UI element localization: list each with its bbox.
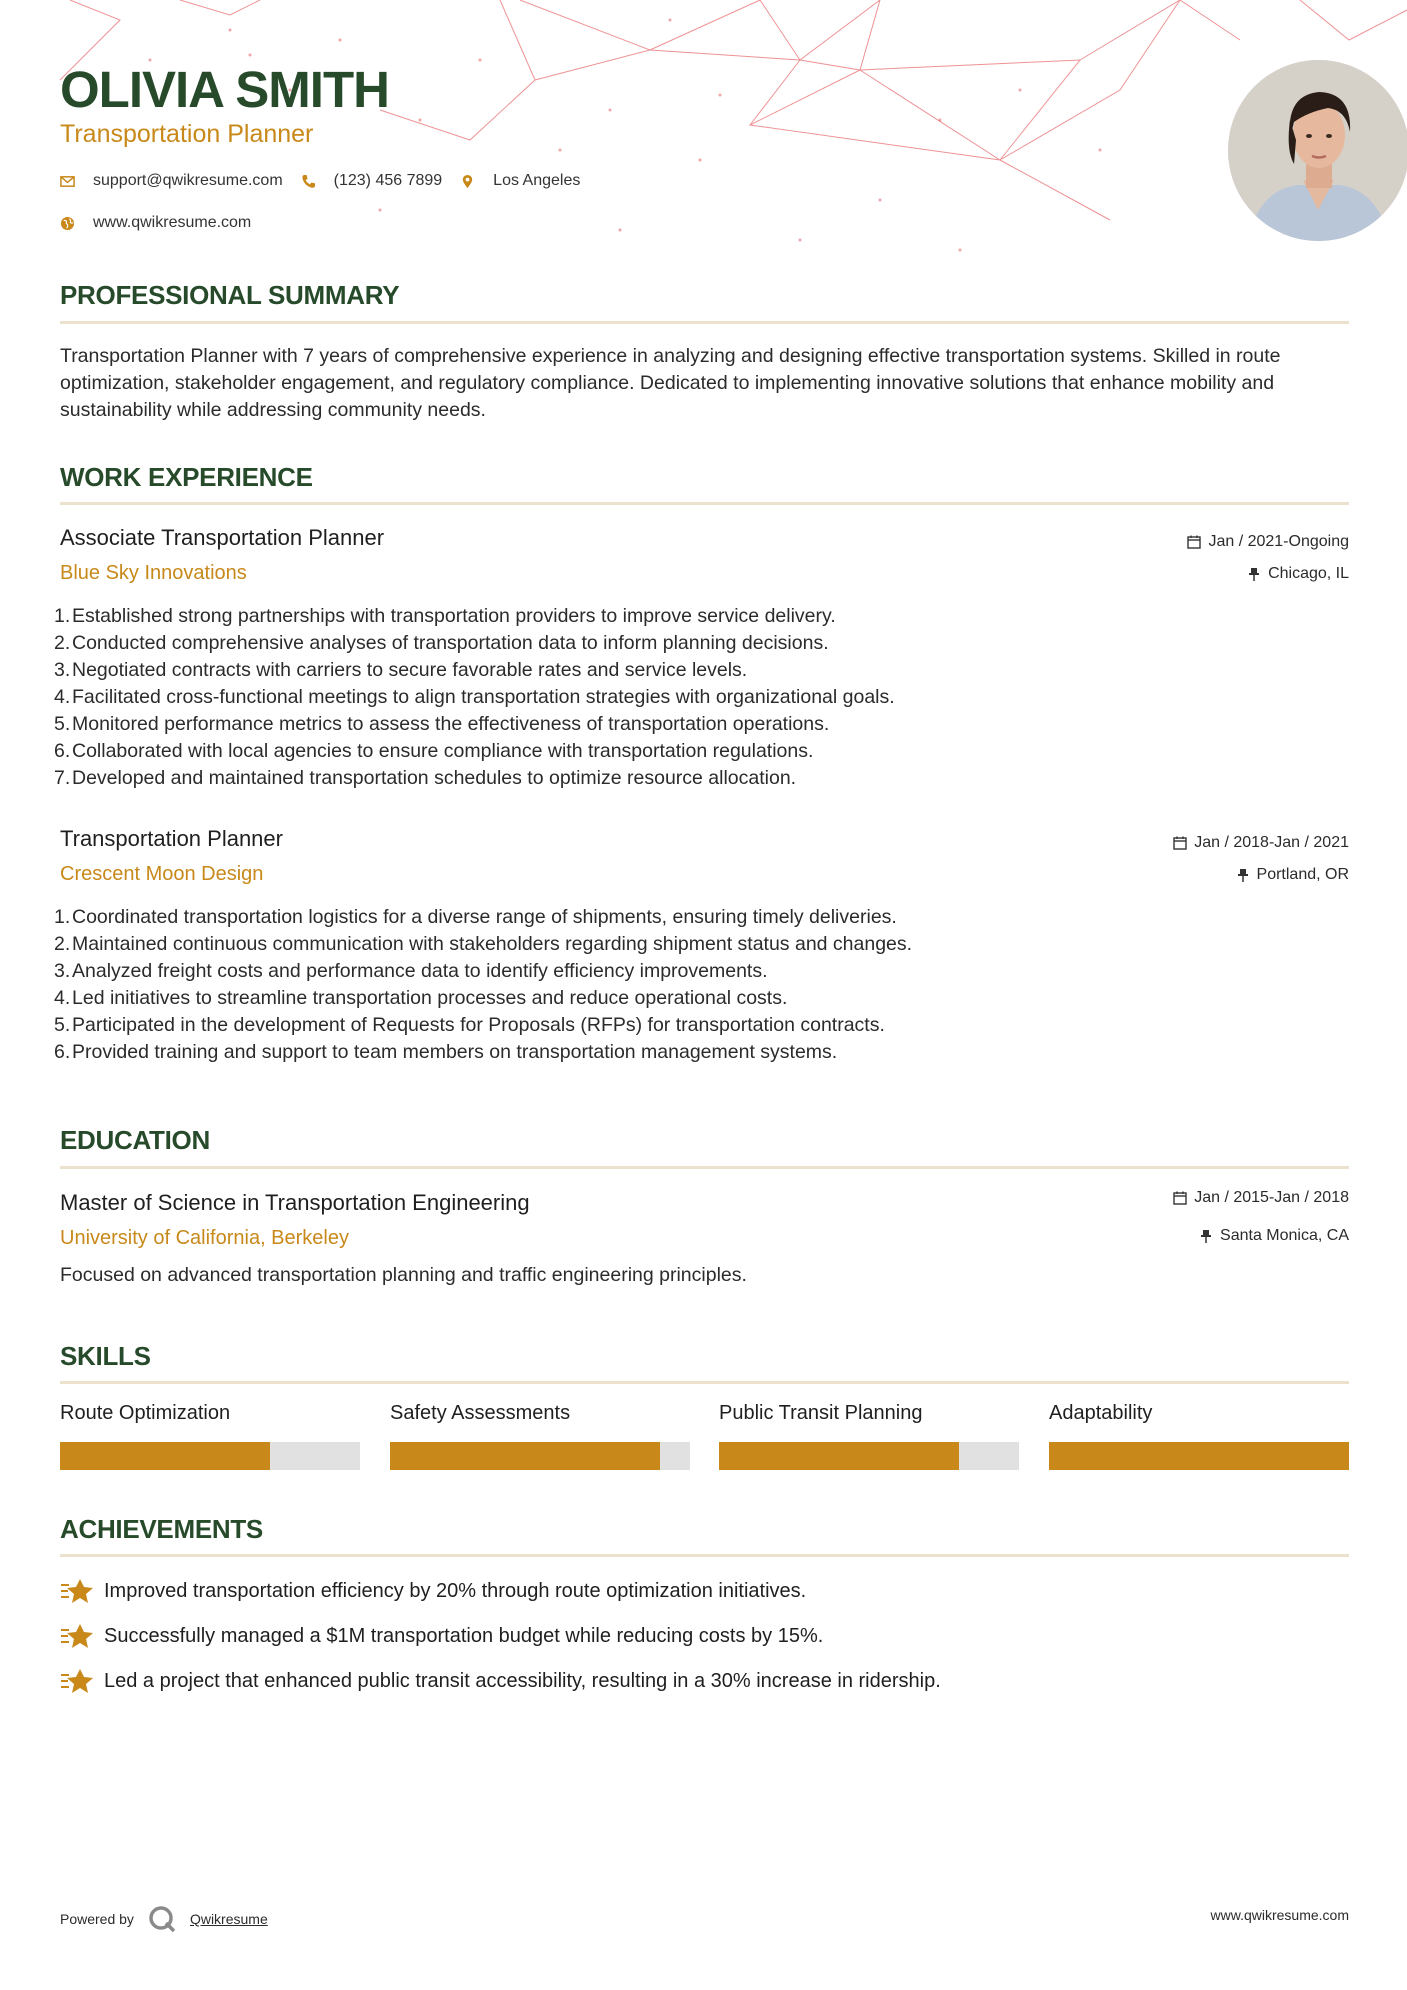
job-1-location-text: Chicago, IL	[1268, 565, 1349, 582]
contact-phone[interactable]	[301, 172, 443, 190]
profile-photo	[1228, 60, 1407, 241]
job-1-location	[1247, 565, 1349, 583]
job-2-dates-text: Jan / 2018-Jan / 2021	[1194, 834, 1349, 851]
achievement-text: Successfully managed a $1M transportation budget while reducing costs by 15%.	[104, 1624, 824, 1647]
location-pin-icon	[460, 174, 475, 189]
list-item: 5. Participated in the development of Requests for Proposals (RFPs) for transportation contracts.	[54, 1014, 885, 1036]
calendar-icon	[1173, 1191, 1187, 1205]
website-text: www.qwikresume.com	[93, 214, 252, 231]
skill-label: Adaptability	[1049, 1402, 1153, 1424]
job-2-bullets	[54, 904, 913, 1066]
candidate-title: Transportation Planner	[60, 120, 314, 148]
calendar-icon	[1187, 535, 1201, 549]
achievements-divider	[60, 1554, 1349, 1557]
skill-bar	[60, 1442, 360, 1470]
list-item: 4. Led initiatives to streamline transportation processes and reduce operational costs.	[54, 987, 788, 1009]
contact-email[interactable]	[60, 172, 283, 190]
education-description: Focused on advanced transportation planning and traffic engineering principles.	[60, 1264, 747, 1286]
envelope-icon	[60, 174, 75, 189]
skill-bar-fill	[719, 1442, 959, 1470]
job-1-dates-text: Jan / 2021-Ongoing	[1208, 533, 1349, 550]
calendar-icon	[1173, 836, 1187, 850]
globe-icon	[60, 216, 75, 231]
footer-website[interactable]: www.qwikresume.com	[1210, 1907, 1349, 1923]
skill-item	[719, 1402, 1019, 1425]
skill-bar	[1049, 1442, 1349, 1470]
skill-bar-fill	[390, 1442, 660, 1470]
skill-bar-fill	[1049, 1442, 1349, 1470]
skill-bar	[719, 1442, 1019, 1470]
list-item: 5. Monitored performance metrics to assess the effectiveness of transportation operations.	[54, 713, 830, 735]
degree-title: Master of Science in Transportation Engineering	[60, 1190, 530, 1215]
school-name: University of California, Berkeley	[60, 1227, 349, 1249]
list-item: 2. Maintained continuous communication with stakeholders regarding shipment status and changes.	[54, 933, 913, 955]
candidate-name: OLIVIA SMITH	[60, 61, 389, 118]
achievement-item	[60, 1667, 941, 1695]
achievement-text: Improved transportation efficiency by 20% through route optimization initiatives.	[104, 1579, 807, 1602]
brand-link[interactable]: Qwikresume	[189, 1911, 268, 1927]
location-text: Los Angeles	[493, 172, 581, 189]
list-item: 3. Analyzed freight costs and performance data to identify efficiency improvements.	[54, 960, 768, 982]
achievement-item	[60, 1622, 823, 1650]
contact-location	[460, 172, 580, 190]
email-text: support@qwikresume.com	[93, 172, 283, 189]
contact-row-secondary	[60, 214, 269, 232]
skill-bar	[390, 1442, 690, 1470]
footer-powered-by	[60, 1905, 268, 1933]
skill-label: Safety Assessments	[390, 1402, 571, 1424]
achievements-heading: ACHIEVEMENTS	[60, 1514, 263, 1544]
skill-label: Public Transit Planning	[719, 1402, 923, 1424]
job-1-title: Associate Transportation Planner	[60, 525, 385, 550]
education-heading: EDUCATION	[60, 1125, 210, 1155]
work-heading: WORK EXPERIENCE	[60, 462, 313, 492]
pushpin-icon	[1199, 1229, 1213, 1243]
job-2-company: Crescent Moon Design	[60, 863, 264, 885]
skills-divider	[60, 1381, 1349, 1384]
pushpin-icon	[1247, 567, 1261, 581]
list-item: 4. Facilitated cross-functional meetings to align transportation strategies with organizational goals.	[54, 686, 895, 708]
star-icon	[60, 1667, 94, 1695]
skill-item	[390, 1402, 690, 1425]
qwikresume-logo-icon	[148, 1905, 176, 1933]
achievement-item	[60, 1577, 806, 1605]
work-divider	[60, 502, 1349, 505]
phone-icon	[301, 174, 316, 189]
job-1-dates	[1187, 533, 1349, 551]
network-background	[0, 0, 1407, 300]
job-2-location	[1236, 866, 1349, 884]
list-item: 7. Developed and maintained transportation schedules to optimize resource allocation.	[54, 767, 797, 789]
list-item: 1. Established strong partnerships with transportation providers to improve service delivery.	[54, 605, 836, 627]
list-item: 1. Coordinated transportation logistics for a diverse range of shipments, ensuring timely deliveries.	[54, 906, 897, 928]
education-divider	[60, 1166, 1349, 1169]
summary-heading: PROFESSIONAL SUMMARY	[60, 280, 400, 310]
star-icon	[60, 1622, 94, 1650]
achievement-text: Led a project that enhanced public transit accessibility, resulting in a 30% increase in ridership.	[104, 1669, 941, 1692]
list-item: 6. Provided training and support to team members on transportation management systems.	[54, 1041, 838, 1063]
summary-text: Transportation Planner with 7 years of comprehensive experience in analyzing and designing effective transportation systems. Skilled in route optimization, stakeholder engagement, and regulatory compliance. Dedicated to implementing innovative solutions that enhance mobility and sustainability while addressing community needs.	[60, 345, 1281, 421]
list-item: 6. Collaborated with local agencies to ensure compliance with transportation regulations.	[54, 740, 814, 762]
skill-item	[1049, 1402, 1349, 1425]
job-2-dates	[1173, 834, 1349, 852]
powered-by-label: Powered by	[60, 1911, 134, 1927]
job-1-company: Blue Sky Innovations	[60, 562, 247, 584]
contact-website[interactable]	[60, 214, 251, 232]
contact-row-primary	[60, 172, 598, 190]
list-item: 3. Negotiated contracts with carriers to secure favorable rates and service levels.	[54, 659, 748, 681]
education-location	[1199, 1227, 1349, 1245]
education-dates	[1173, 1189, 1349, 1207]
pushpin-icon	[1236, 868, 1250, 882]
skill-bar-fill	[60, 1442, 270, 1470]
skills-heading: SKILLS	[60, 1341, 151, 1371]
education-dates-text: Jan / 2015-Jan / 2018	[1194, 1189, 1349, 1206]
job-1-bullets	[54, 603, 895, 792]
skill-label: Route Optimization	[60, 1402, 231, 1424]
job-2-title: Transportation Planner	[60, 826, 283, 851]
skill-item	[60, 1402, 360, 1425]
education-location-text: Santa Monica, CA	[1220, 1227, 1349, 1244]
list-item: 2. Conducted comprehensive analyses of transportation data to inform planning decisions.	[54, 632, 829, 654]
phone-text: (123) 456 7899	[333, 172, 443, 189]
star-icon	[60, 1577, 94, 1605]
job-2-location-text: Portland, OR	[1256, 866, 1349, 883]
summary-divider	[60, 321, 1349, 324]
